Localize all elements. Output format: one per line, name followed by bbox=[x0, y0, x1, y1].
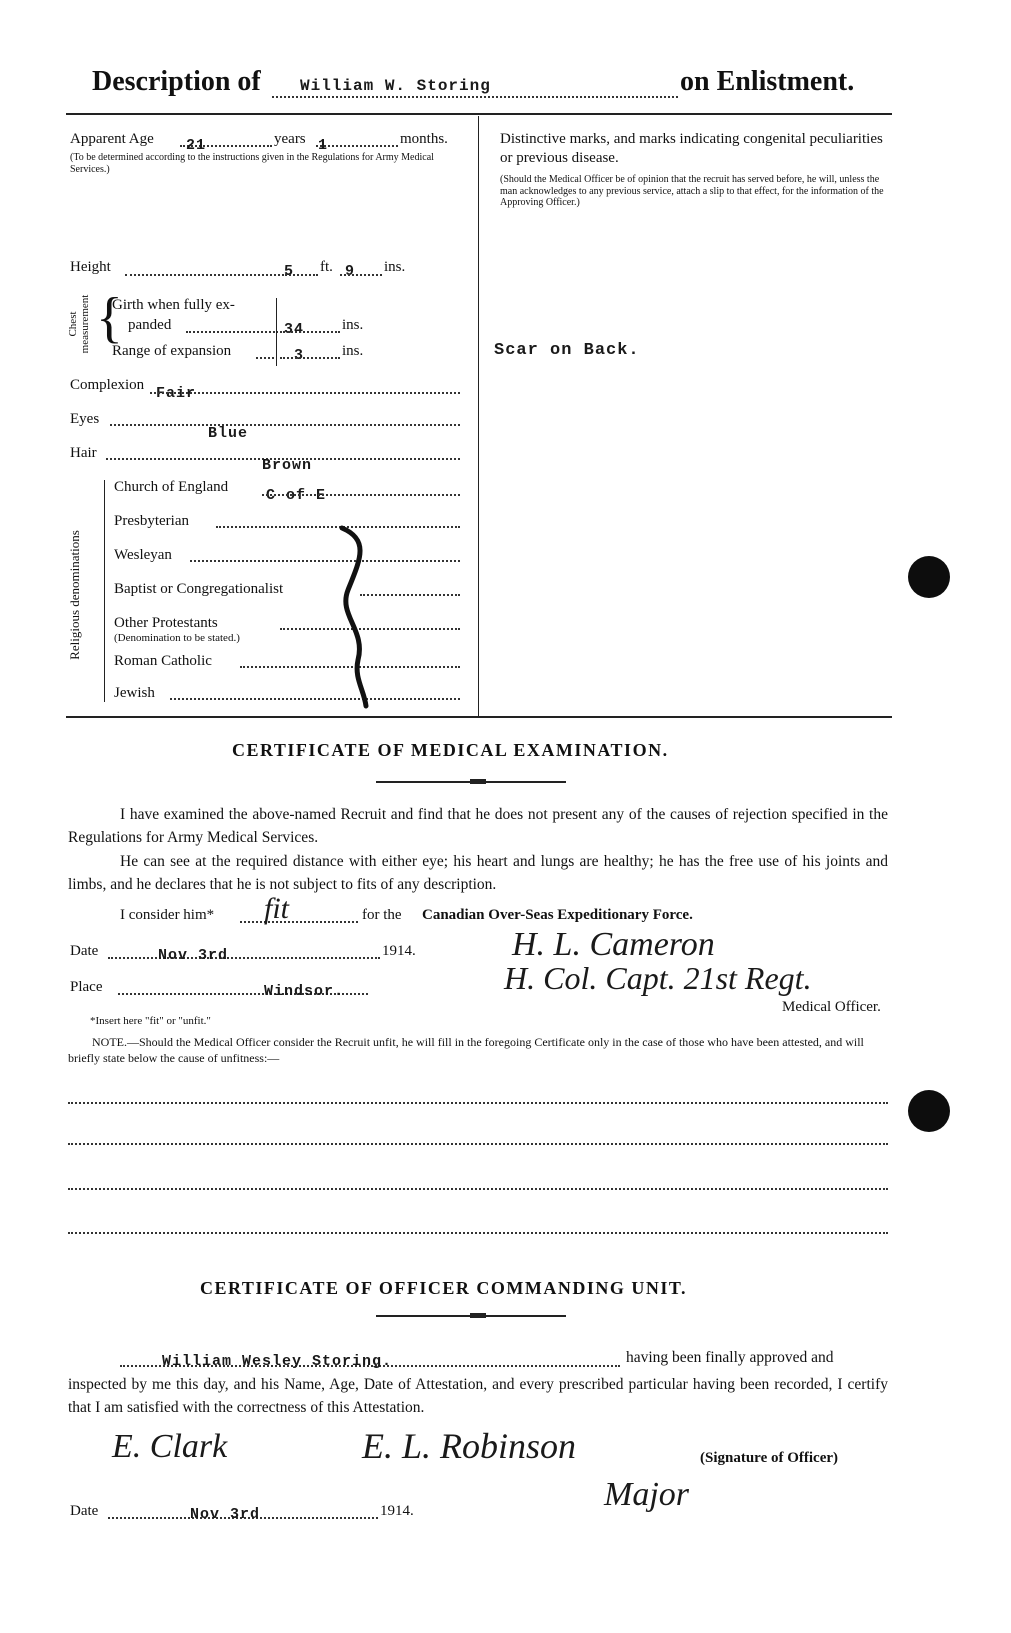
commanding-signature: E. L. Robinson bbox=[362, 1426, 577, 1466]
religion-line-7 bbox=[170, 698, 460, 700]
months-label: months. bbox=[400, 131, 448, 147]
apparent-age-label: Apparent Age bbox=[70, 131, 154, 147]
commanding-signature-label: (Signature of Officer) bbox=[700, 1450, 839, 1466]
medical-note: NOTE.—Should the Medical Officer consider the Recruit unfit, he will fill in the foregoing Certificate only in the case of those who have been attested, and will briefly state below the cause of unfitness:— bbox=[68, 1035, 864, 1065]
expansion-ins: ins. bbox=[342, 343, 364, 359]
commanding-date-label: Date bbox=[70, 1503, 99, 1519]
eyes-value[interactable]: Blue bbox=[208, 425, 249, 442]
section-rule bbox=[66, 716, 892, 718]
commanding-title-rule-mark bbox=[470, 1313, 486, 1318]
eyes-label: Eyes bbox=[70, 411, 100, 427]
punch-hole-top bbox=[908, 556, 950, 598]
commanding-rank: Major bbox=[604, 1476, 689, 1513]
girth-label-2: panded bbox=[128, 317, 172, 333]
column-divider bbox=[478, 116, 479, 716]
unfitness-line-1[interactable] bbox=[68, 1102, 888, 1104]
chest-divider bbox=[276, 298, 277, 366]
height-ins-line bbox=[340, 274, 382, 276]
height-label: Height bbox=[70, 259, 111, 275]
height-ft-value[interactable]: 5 bbox=[284, 263, 295, 280]
religion-bracket bbox=[104, 480, 105, 702]
religion-jewish: Jewish bbox=[114, 685, 155, 701]
marks-heading: Distinctive marks, and marks indicating congenital peculiarities or previous disease. bbox=[500, 131, 883, 166]
unfitness-line-4[interactable] bbox=[68, 1232, 888, 1234]
unfitness-line-2[interactable] bbox=[68, 1143, 888, 1145]
religion-group-label: Religious denominations bbox=[67, 530, 82, 660]
religion-church-of-england: Church of England bbox=[114, 479, 229, 495]
height-line bbox=[125, 274, 280, 276]
marks-value[interactable]: Scar on Back. bbox=[494, 341, 640, 360]
religion-value[interactable]: C of E bbox=[266, 487, 327, 504]
girth-ins: ins. bbox=[342, 317, 364, 333]
hair-value[interactable]: Brown bbox=[262, 457, 313, 474]
religion-line-3 bbox=[190, 560, 460, 562]
eyes-line bbox=[110, 424, 460, 426]
punch-hole-bottom bbox=[908, 1090, 950, 1132]
years-label: years bbox=[274, 131, 306, 147]
force-label: for the bbox=[362, 907, 402, 923]
complexion-line bbox=[150, 392, 460, 394]
religion-denomination-note: (Denomination to be stated.) bbox=[114, 632, 240, 644]
header-rule bbox=[66, 113, 892, 115]
medical-date-label: Date bbox=[70, 943, 99, 959]
religion-line-1 bbox=[262, 494, 460, 496]
consider-value[interactable]: fit bbox=[264, 892, 290, 925]
commanding-line1-tail: having been finally approved and bbox=[626, 1349, 834, 1366]
insert-note: *Insert here "fit" or "unfit." bbox=[90, 1015, 211, 1027]
chest-label: Chest measurement bbox=[67, 294, 91, 354]
place-value[interactable]: Windsor. bbox=[264, 983, 345, 1000]
commanding-year: 1914. bbox=[380, 1503, 414, 1519]
religion-wesleyan: Wesleyan bbox=[114, 547, 172, 563]
age-months-line bbox=[316, 145, 398, 147]
unfitness-line-3[interactable] bbox=[68, 1188, 888, 1190]
medical-year: 1914. bbox=[382, 943, 416, 959]
commanding-recruit-name[interactable]: William Wesley Storing. bbox=[162, 1353, 393, 1370]
expansion-line bbox=[256, 357, 274, 359]
medical-signature-1: H. L. Cameron bbox=[512, 926, 715, 963]
medical-officer-label: Medical Officer. bbox=[782, 999, 881, 1015]
girth-line bbox=[186, 331, 278, 333]
medical-title-rule-mark bbox=[470, 779, 486, 784]
consider-line bbox=[240, 921, 358, 923]
hair-label: Hair bbox=[70, 445, 97, 461]
medical-signature-2: H. Col. Capt. 21st Regt. bbox=[504, 960, 812, 996]
marks-note: (Should the Medical Officer be of opinion that the recruit has served before, he will, unless the man acknowledges to any previous service, attach a slip to that effect, for the information of the Approving Officer.) bbox=[500, 174, 884, 208]
expansion-value-line bbox=[280, 357, 340, 359]
ft-label: ft. bbox=[320, 259, 333, 275]
place-label: Place bbox=[70, 979, 103, 995]
commanding-initials: E. Clark bbox=[112, 1428, 228, 1465]
age-note: (To be determined according to the instructions given in the Regulations for Army Medical Services.) bbox=[70, 152, 434, 175]
complexion-label: Complexion bbox=[70, 377, 145, 393]
height-ins-label: ins. bbox=[384, 259, 406, 275]
height-ins-value[interactable]: 9 bbox=[345, 263, 356, 280]
medical-para-1: I have examined the above-named Recruit and find that he does not present any of the causes of rejection specified in the Regulations for Army Medical Services. bbox=[68, 806, 888, 846]
header-suffix: on Enlistment. bbox=[680, 66, 855, 97]
age-years-value[interactable]: 21 bbox=[186, 137, 207, 154]
medical-para-2: He can see at the required distance with either eye; his heart and lungs are healthy; he has the free use of his joints and limbs, and he declares that he is not subject to fits of any description. bbox=[68, 853, 888, 893]
height-ft-line bbox=[282, 274, 318, 276]
recruit-name[interactable]: William W. Storing bbox=[300, 77, 491, 95]
medical-date-value[interactable]: Nov 3rd bbox=[158, 947, 229, 964]
medical-date-line bbox=[108, 957, 380, 959]
force-name: Canadian Over-Seas Expeditionary Force. bbox=[422, 907, 693, 923]
religion-presbyterian: Presbyterian bbox=[114, 513, 189, 529]
religion-roman-catholic: Roman Catholic bbox=[114, 653, 212, 669]
complexion-value[interactable]: Fair bbox=[156, 385, 197, 402]
medical-title: CERTIFICATE OF MEDICAL EXAMINATION. bbox=[232, 740, 669, 760]
religion-baptist: Baptist or Congregationalist bbox=[114, 581, 284, 597]
commanding-para: inspected by me this day, and his Name, Age, Date of Attestation, and every prescribed particular having been recorded, I certify that I am satisfied with the correctness of this Attestation. bbox=[68, 1376, 888, 1416]
commanding-title: CERTIFICATE OF OFFICER COMMANDING UNIT. bbox=[200, 1278, 688, 1298]
girth-value-line bbox=[280, 331, 340, 333]
header-prefix: Description of bbox=[92, 66, 261, 97]
girth-label-1: Girth when fully ex- bbox=[112, 297, 235, 313]
name-line bbox=[272, 96, 678, 98]
religion-stroke bbox=[330, 520, 390, 710]
chest-brace: { bbox=[96, 287, 123, 349]
religion-other-protestants: Other Protestants bbox=[114, 615, 218, 631]
age-months-value[interactable]: 1 bbox=[318, 137, 329, 154]
girth-value[interactable]: 34 bbox=[284, 321, 305, 338]
expansion-label: Range of expansion bbox=[112, 343, 232, 359]
commanding-date-value[interactable]: Nov 3rd bbox=[190, 1506, 261, 1523]
consider-label: I consider him* bbox=[120, 907, 215, 923]
expansion-value[interactable]: 3 bbox=[294, 347, 305, 364]
